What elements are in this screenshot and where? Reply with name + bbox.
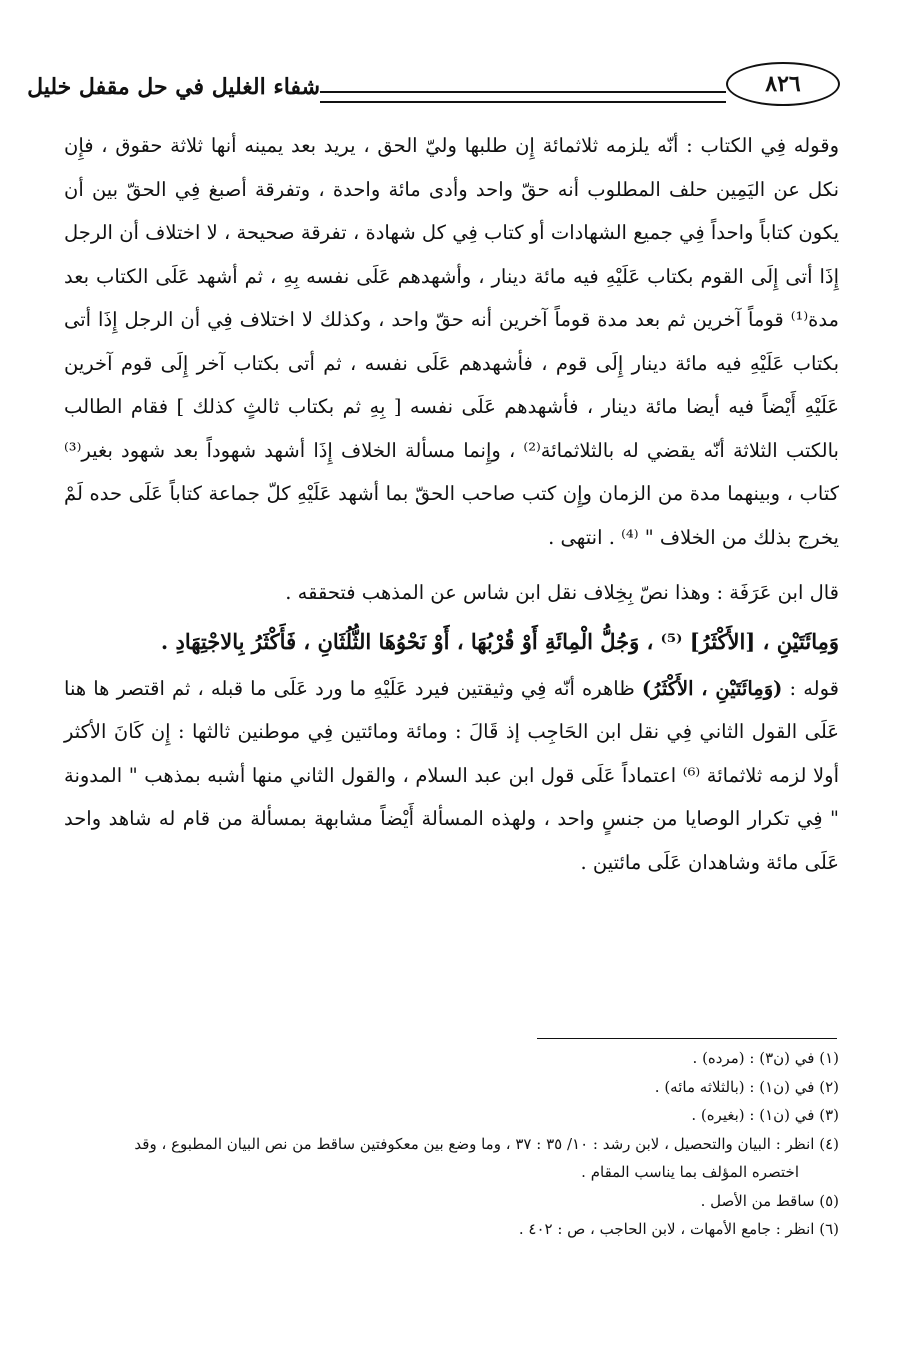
header-double-rule [320,91,726,103]
footnote-text: (٣) في (ن١) : (بغيره) . [691,1106,839,1124]
footnote-text: (٢) في (ن١) : (بالثلاثه مائه) . [654,1077,839,1096]
footnote-text: (٦) انظر : جامع الأمهات ، لابن الحاجب ، ص : ٤٠٢ . [518,1220,839,1238]
page-number: ٨٢٦ [726,62,840,106]
book-title: شفاء الغليل في حل مقفل خليل [27,74,320,100]
footnote-text: (٤) انظر : البيان والتحصيل ، لابن رشد : ١٠/ ٣٥ : ٣٧ ، وما وضع بين معكوفتين ساقط من نص البيان المطبوع ، وقد [134,1134,839,1153]
paragraph-commentary-2 [64,667,839,885]
commentary-lead: قوله : [782,676,839,700]
paragraph-ibn-arafa: قال ابن عَرَفَة : وهذا نصّ بِخِلاف نقل ابن شاس عن المذهب فتحققه . [285,581,839,604]
footnote [59,1130,839,1187]
page-header [27,58,850,114]
footnote [59,1044,839,1073]
quoted-matn: (وَمِائَتَيْنِ ، الأَكْثَرُ) [641,676,783,700]
commentary-body: ظاهره أنّه فِي وثيقتين فيرد عَلَيْهِ ما ورد عَلَى ما قبله ، ثم اقتصر ها هنا عَلَى القول الثاني فِي نقل ابن الحَاجِب إذ قَالَ : ومائة ومائتين فِي موطنين ثالثها : إِن كَانَ الأكثر أولا لزمه ثلاثمائة ⁽⁶⁾ اعتماداً عَلَى قول ابن عبد السلام ، والقول الثاني منها أشبه بمذهب " المدونة " فِي تكرار الوصايا من جنسٍ واحد ، ولهذه المسألة أَيْضاً مشابهة بمسألة من قام له شاهد واحد عَلَى مائة وشاهدان عَلَى مائتين . [64,676,839,874]
footnote [59,1187,839,1216]
paragraph-commentary-1: وقوله فِي الكتاب : أنّه يلزمه ثلاثمائة إِن طلبها وليّ الحق ، يريد بعد يمينه أنها ثلاثة حقوق ، فإِن نكل عن اليَمِين حلف المطلوب أنه حقّ واحد وأدى مائة واحدة ، وتفرقة أصبغ فِي الحقّ بين أن يكون كتاباً واحداً فِي جميع الشهادات أو كتاب فِي كل شهادة ، تفرقة صحيحة ، لا اختلاف أن الرجل إِذَا أتى إِلَى القوم بكتاب عَلَيْهِ فيه مائة دينار ، وأشهدهم عَلَى نفسه بِهِ ، ثم أشهد عَلَى الكتاب بعد مدة⁽¹⁾ قوماً آخرين ثم بعد مدة قوماً آخرين أنه حقّ واحد ، وكذلك لا اختلاف فِي أن الرجل إِذَا أتى بكتاب عَلَيْهِ فيه مائة دينار إِلَى قوم ، فأشهدهم عَلَى نفسه ، ثم أتى بكتاب آخر إِلَى قوم آخرين عَلَيْهِ أَيْضاً فيه أيضا مائة دينار ، فأشهدهم عَلَى نفسه [ بِهِ ثم بكتاب ثالثٍ كذلك ] فقام الطالب بالكتب الثلاثة أنّه يقضي له بالثلاثمائة⁽²⁾ ، وإِنما مسألة الخلاف إِذَا أشهد شهوداً بعد شهود بغير⁽³⁾ كتاب ، وبينهما مدة من الزمان وإِن كتب صاحب الحقّ بما أشهد عَلَيْهِ كلّ جماعة كتاباً عَلَى حده لَمْ يخرج بذلك من الخلاف " ⁽⁴⁾ . انتهى . [64,134,839,549]
footnote [59,1215,839,1244]
matn-text: وَمِائَتَيْنِ ، [الأَكْثَرُ] ⁽⁵⁾ ، وَجُلُّ الْمِائَةِ أَوْ قُرْبُهَا ، أَوْ نَحْوُهَا الثُّلُثَانِ ، فَأَكْثَرُ بِالاجْتِهَادِ . [160,628,839,654]
footnote [59,1073,839,1102]
main-text [64,124,839,884]
footnote [59,1101,839,1130]
footnote-continuation: اختصره المؤلف بما يناسب المقام . [581,1163,799,1181]
footnote-text: (١) في (ن٣) : (مرده) . [692,1049,839,1067]
footnote-separator [537,1038,837,1039]
footnote-text: (٥) ساقط من الأصل . [700,1191,839,1210]
footnotes-list [59,1044,839,1244]
